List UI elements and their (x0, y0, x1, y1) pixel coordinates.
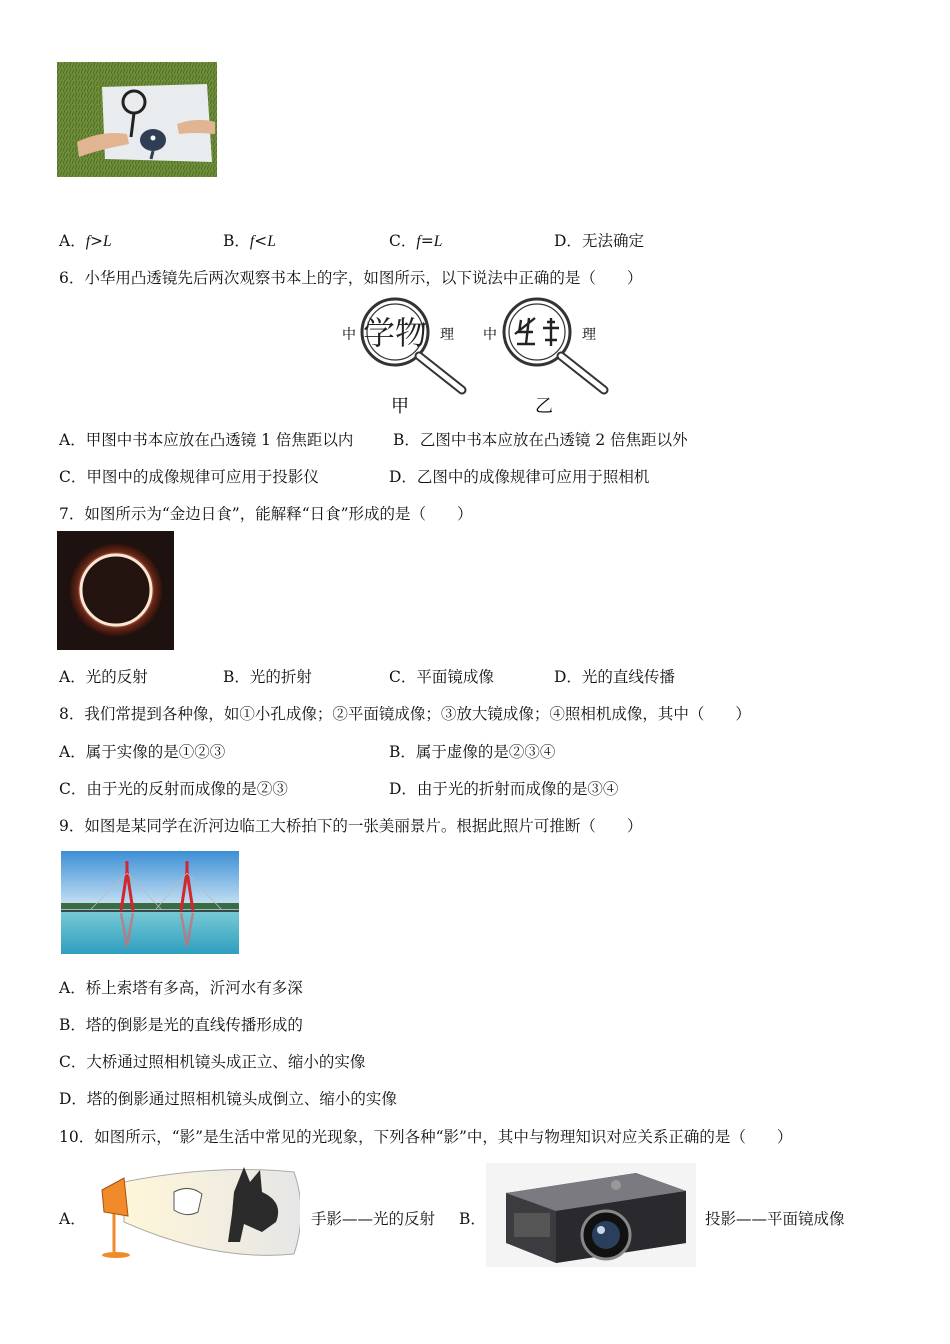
q6-stem: 6．小华用凸透镜先后两次观察书本上的字，如图所示，以下说法中正确的是（ ） (59, 269, 643, 287)
q7-option-c[interactable]: C．平面镜成像 (389, 668, 494, 686)
q8-option-c[interactable]: C．由于光的反射而成像的是②③ (59, 780, 288, 798)
q6-option-d[interactable]: D．乙图中的成像规律可应用于照相机 (389, 468, 650, 486)
q5-option-a-rhs: L (103, 233, 112, 250)
q6-option-a[interactable]: A．甲图中书本应放在凸透镜 1 倍焦距以内 (59, 431, 354, 449)
projector-photo (486, 1163, 696, 1267)
q7-option-b[interactable]: B．光的折射 (223, 668, 312, 686)
fig-right-side-right: 理 (582, 327, 596, 343)
q5-option-a-var: f (85, 233, 91, 250)
bridge-reflection-photo (61, 851, 239, 954)
hand-shadow-illustration (94, 1162, 300, 1262)
q5-option-a[interactable] (59, 229, 112, 251)
fig-left-inside: 学物 (362, 314, 428, 352)
q10-stem: 10．如图所示，“影”是生活中常见的光现象，下列各种“影”中，其中与物理知识对应关系正确的是（ ） (59, 1128, 793, 1146)
q5-option-b-rhs: L (267, 233, 276, 250)
q10-option-a-letter[interactable]: A． (59, 1210, 86, 1228)
q8-option-b[interactable]: B．属于虚像的是②③④ (389, 743, 556, 761)
q5-option-b-var: f (249, 233, 255, 250)
q5-option-d[interactable] (554, 229, 644, 251)
q5-option-c-var: f (416, 233, 421, 250)
q5-option-c-rel: = (420, 232, 434, 250)
q10-option-a-text[interactable]: 手影——光的反射 (311, 1210, 436, 1228)
q9-option-b[interactable]: B．塔的倒影是光的直线传播形成的 (59, 1016, 303, 1034)
magnifier-sunlight-photo (57, 62, 217, 177)
q9-option-c[interactable]: C．大桥通过照相机镜头成正立、缩小的实像 (59, 1053, 366, 1071)
q9-stem: 9．如图是某同学在沂河边临工大桥拍下的一张美丽景片。根据此照片可推断（ ） (59, 817, 643, 835)
q5-option-c[interactable] (389, 229, 442, 251)
q7-option-d[interactable]: D．光的直线传播 (554, 668, 675, 686)
fig-left-side-right: 理 (440, 327, 454, 343)
q10-option-b-letter[interactable]: B． (459, 1210, 486, 1228)
q5-option-c-letter: C． (389, 232, 417, 250)
q5-option-d-letter: D． (554, 232, 582, 250)
q9-option-a[interactable]: A．桥上索塔有多高，沂河水有多深 (59, 979, 303, 997)
q7-option-a[interactable]: A．光的反射 (59, 668, 148, 686)
q5-option-d-text: 无法确定 (581, 232, 644, 250)
q5-option-b-rel: < (254, 232, 268, 250)
q5-option-b-letter: B． (223, 232, 250, 250)
magnifier-figure (338, 292, 618, 420)
q7-stem: 7．如图所示为“金边日食”，能解释“日食”形成的是（ ） (59, 505, 473, 523)
q6-option-b[interactable]: B．乙图中书本应放在凸透镜 2 倍焦距以外 (393, 431, 688, 449)
q5-option-a-letter: A． (59, 232, 86, 250)
q8-stem: 8．我们常提到各种像，如①小孔成像；②平面镜成像；③放大镜成像；④照相机成像，其中（ ） (59, 705, 751, 723)
q5-option-c-rhs: L (433, 233, 443, 250)
q5-option-b[interactable] (223, 229, 276, 251)
fig-left-side-left: 中 (342, 327, 356, 343)
q5-option-a-rel: > (90, 232, 104, 250)
q9-option-d[interactable]: D．塔的倒影通过照相机镜头成倒立、缩小的实像 (59, 1090, 397, 1108)
q8-option-a[interactable]: A．属于实像的是①②③ (59, 743, 226, 761)
q8-option-d[interactable]: D．由于光的折射而成像的是③④ (389, 780, 619, 798)
annular-eclipse-photo (57, 531, 174, 650)
fig-left-caption: 甲 (391, 396, 409, 417)
fig-right-caption: 乙 (535, 396, 553, 417)
q10-option-b-text[interactable]: 投影——平面镜成像 (705, 1210, 845, 1228)
q6-option-c[interactable]: C．甲图中的成像规律可应用于投影仪 (59, 468, 319, 486)
fig-right-side-left: 中 (483, 327, 497, 343)
